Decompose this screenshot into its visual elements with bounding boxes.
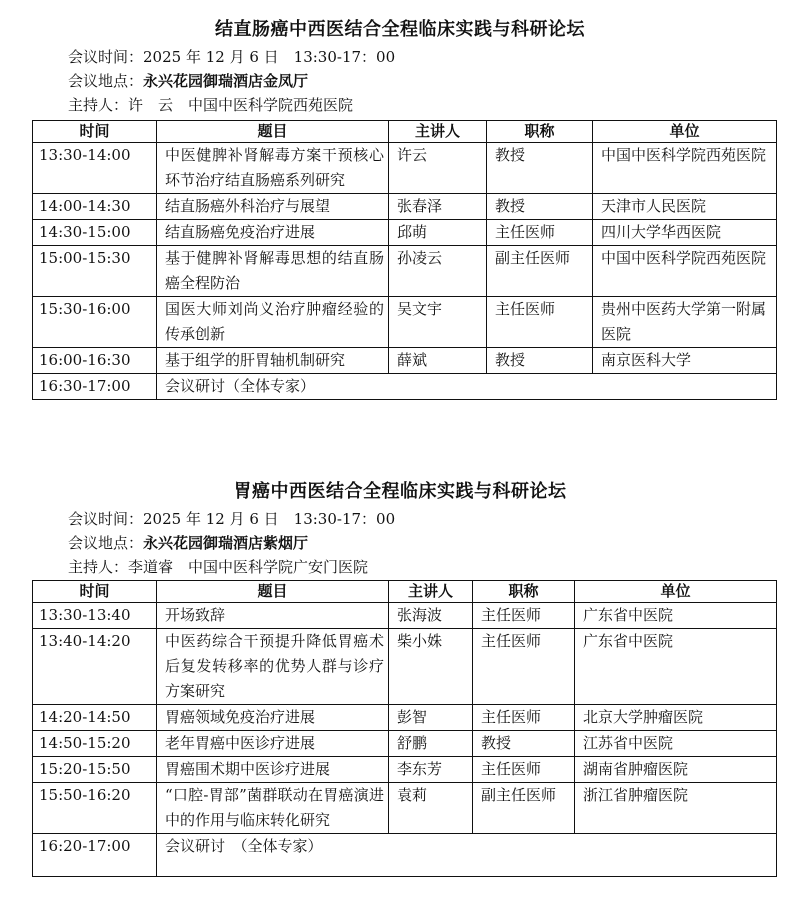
session-topic: 中医药综合干预提升降低胃癌术后复发转移率的优势人群与诊疗方案研究: [157, 629, 389, 705]
table-row: [33, 297, 777, 348]
table-row: [33, 603, 777, 629]
session-speaker-title: 主任医师: [473, 757, 575, 783]
closing-topic: 会议研讨 （全体专家）: [157, 834, 777, 877]
header-unit: 单位: [575, 581, 777, 603]
header-speaker: 主讲人: [389, 581, 473, 603]
session-time: 13:30-13:40: [33, 603, 157, 629]
session-speaker-title: 主任医师: [473, 629, 575, 705]
table-row: [33, 629, 777, 705]
table-row: [33, 348, 777, 374]
session-unit: 广东省中医院: [575, 629, 777, 705]
session-time: 15:00-15:30: [33, 246, 157, 297]
session-time: 14:50-15:20: [33, 731, 157, 757]
session-speaker: 吴文宇: [389, 297, 487, 348]
session-topic: 结直肠癌外科治疗与展望: [157, 194, 389, 220]
host-value: 李道睿 中国中医科学院广安门医院: [128, 558, 369, 576]
session-speaker-title: 副主任医师: [473, 783, 575, 834]
table-row: [33, 143, 777, 194]
time-label: 会议时间：: [68, 510, 144, 528]
session-speaker-title: 副主任医师: [487, 246, 593, 297]
table-header-row: [33, 121, 777, 143]
session-speaker: 孙凌云: [389, 246, 487, 297]
session-time: 14:30-15:00: [33, 220, 157, 246]
meeting-time: [68, 508, 395, 530]
session-speaker-title: 主任医师: [473, 705, 575, 731]
session-speaker: 李东芳: [389, 757, 473, 783]
session-unit: 天津市人民医院: [593, 194, 777, 220]
session-speaker-title: 主任医师: [473, 603, 575, 629]
session-unit: 南京医科大学: [593, 348, 777, 374]
session-topic: “口腔-胃部”菌群联动在胃癌演进中的作用与临床转化研究: [157, 783, 389, 834]
session-unit: 湖南省肿瘤医院: [575, 757, 777, 783]
place-value: 永兴花园御瑞酒店金凤厅: [143, 72, 309, 90]
schedule-table: [32, 120, 777, 400]
session-speaker: 彭智: [389, 705, 473, 731]
session-speaker: 张海波: [389, 603, 473, 629]
closing-row: [33, 374, 777, 400]
forum-title: 结直肠癌中西医结合全程临床实践与科研论坛: [215, 19, 585, 40]
session-speaker: 袁莉: [389, 783, 473, 834]
table-row: [33, 783, 777, 834]
session-unit: 浙江省肿瘤医院: [575, 783, 777, 834]
session-speaker-title: 教授: [473, 731, 575, 757]
header-topic: 题目: [157, 121, 389, 143]
table-header-row: [33, 581, 777, 603]
session-unit: 中国中医科学院西苑医院: [593, 143, 777, 194]
session-speaker-title: 主任医师: [487, 220, 593, 246]
session-speaker: 邱萌: [389, 220, 487, 246]
header-time: 时间: [33, 121, 157, 143]
session-time: 13:40-14:20: [33, 629, 157, 705]
session-time: 14:20-14:50: [33, 705, 157, 731]
session-topic: 开场致辞: [157, 603, 389, 629]
table-row: [33, 731, 777, 757]
closing-topic: 会议研讨（全体专家）: [157, 374, 777, 400]
schedule-table: [32, 580, 777, 877]
session-speaker-title: 教授: [487, 348, 593, 374]
header-title: 职称: [473, 581, 575, 603]
header-title: 职称: [487, 121, 593, 143]
host-label: 主持人：: [68, 96, 129, 114]
session-speaker: 柴小姝: [389, 629, 473, 705]
forum-title: 胃癌中西医结合全程临床实践与科研论坛: [233, 481, 567, 502]
table-row: [33, 757, 777, 783]
table-row: [33, 220, 777, 246]
time-value: 2025 年 12 月 6 日 13:30-17：00: [143, 510, 396, 528]
session-topic: 国医大师刘尚义治疗肿瘤经验的传承创新: [157, 297, 389, 348]
header-time: 时间: [33, 581, 157, 603]
session-time: 14:00-14:30: [33, 194, 157, 220]
meeting-place: [68, 70, 308, 92]
host-value: 许 云 中国中医科学院西苑医院: [128, 96, 354, 114]
time-value: 2025 年 12 月 6 日 13:30-17：00: [143, 48, 396, 66]
session-speaker-title: 教授: [487, 194, 593, 220]
session-time: 16:30-17:00: [33, 374, 157, 400]
session-topic: 老年胃癌中医诊疗进展: [157, 731, 389, 757]
session-speaker-title: 教授: [487, 143, 593, 194]
session-speaker-title: 主任医师: [487, 297, 593, 348]
session-speaker: 张春泽: [389, 194, 487, 220]
meeting-host: [68, 556, 368, 578]
session-unit: 贵州中医药大学第一附属医院: [593, 297, 777, 348]
session-time: 16:00-16:30: [33, 348, 157, 374]
session-unit: 广东省中医院: [575, 603, 777, 629]
session-topic: 中医健脾补肾解毒方案干预核心环节治疗结直肠癌系列研究: [157, 143, 389, 194]
table-row: [33, 194, 777, 220]
session-unit: 中国中医科学院西苑医院: [593, 246, 777, 297]
session-time: 16:20-17:00: [33, 834, 157, 877]
header-speaker: 主讲人: [389, 121, 487, 143]
meeting-time: [68, 46, 395, 68]
host-label: 主持人：: [68, 558, 129, 576]
header-unit: 单位: [593, 121, 777, 143]
session-time: 15:30-16:00: [33, 297, 157, 348]
session-unit: 北京大学肿瘤医院: [575, 705, 777, 731]
header-topic: 题目: [157, 581, 389, 603]
session-topic: 胃癌领域免疫治疗进展: [157, 705, 389, 731]
session-speaker: 舒鹏: [389, 731, 473, 757]
session-unit: 江苏省中医院: [575, 731, 777, 757]
closing-row: [33, 834, 777, 877]
place-value: 永兴花园御瑞酒店紫烟厅: [143, 534, 309, 552]
session-topic: 结直肠癌免疫治疗进展: [157, 220, 389, 246]
session-topic: 基于组学的肝胃轴机制研究: [157, 348, 389, 374]
meeting-host: [68, 94, 353, 116]
time-label: 会议时间：: [68, 48, 144, 66]
session-time: 13:30-14:00: [33, 143, 157, 194]
place-label: 会议地点：: [68, 72, 144, 90]
session-topic: 胃癌围术期中医诊疗进展: [157, 757, 389, 783]
table-row: [33, 705, 777, 731]
table-row: [33, 246, 777, 297]
session-time: 15:50-16:20: [33, 783, 157, 834]
session-speaker: 薛斌: [389, 348, 487, 374]
session-topic: 基于健脾补肾解毒思想的结直肠癌全程防治: [157, 246, 389, 297]
session-unit: 四川大学华西医院: [593, 220, 777, 246]
meeting-place: [68, 532, 308, 554]
place-label: 会议地点：: [68, 534, 144, 552]
session-speaker: 许云: [389, 143, 487, 194]
session-time: 15:20-15:50: [33, 757, 157, 783]
